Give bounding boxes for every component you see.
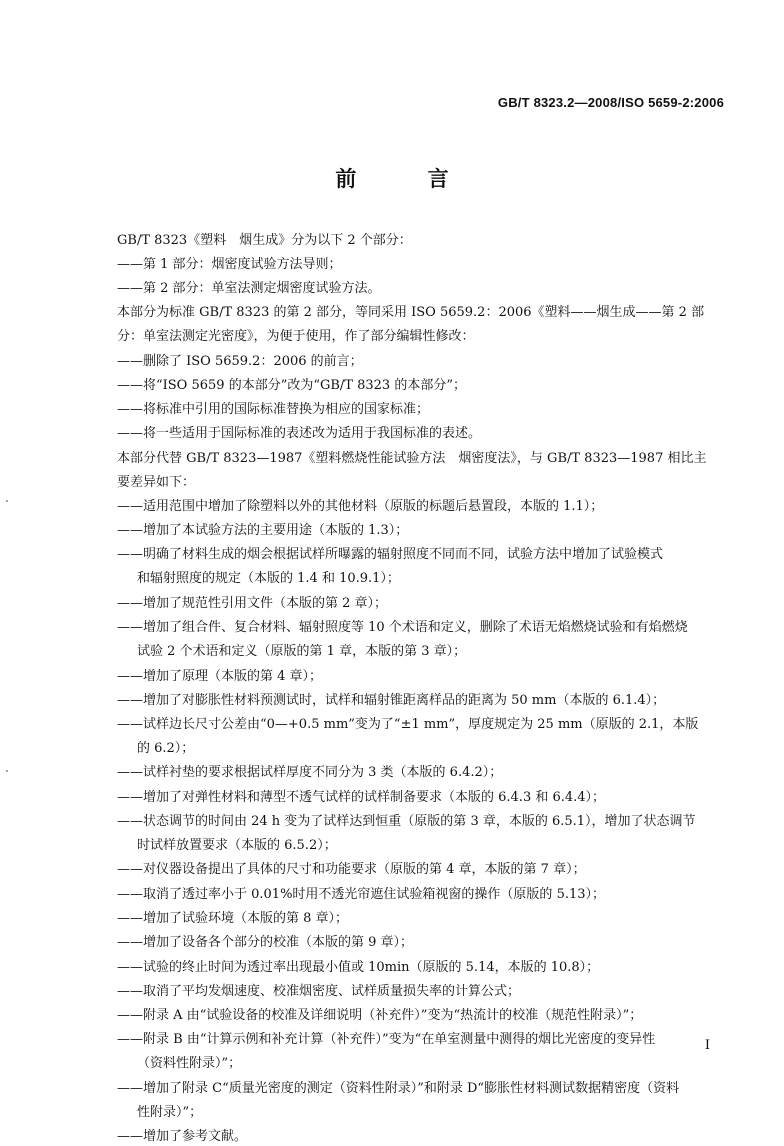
text-line: 本部分为标准 GB/T 8323 的第 2 部分，等同采用 ISO 5659.2：2006《塑料——烟生成——第 2 部 [117, 305, 705, 320]
scan-speck [6, 770, 8, 772]
text-line: ——试样边长尺寸公差由“0—+0.5 mm”变为了“±1 mm”，厚度规定为 25 mm（原版的 2.1，本版 [117, 717, 699, 732]
text-line: ——增加了对弹性材料和薄型不透气试样的试样制备要求（本版的 6.4.3 和 6.4.4）； [117, 790, 606, 805]
text-line: ——取消了透过率小于 0.01%时用不透光帘遮住试验箱视窗的操作（原版的 5.13）； [117, 887, 606, 902]
text-line: ——增加了参考文献。 [117, 1129, 248, 1144]
text-line: ——将“ISO 5659 的本部分”改为“GB/T 8323 的本部分”； [117, 378, 466, 393]
text-line: （资料性附录）”； [137, 1056, 242, 1071]
text-line: ——附录 B 由“计算示例和补充计算（补充件）”变为“在单室测量中测得的烟比光密度的变异性 [117, 1032, 656, 1047]
text-line: ——附录 A 由“试验设备的校准及详细说明（补充件）”变为“热流计的校准（规范性附录）”； [117, 1008, 643, 1023]
text-line: ——增加了原理（本版的第 4 章）； [117, 669, 323, 684]
scan-speck [6, 500, 8, 502]
text-line: ——增加了附录 C“质量光密度的测定（资料性附录）”和附录 D“膨胀性材料测试数据精密度（资料 [117, 1081, 680, 1096]
text-line: ——试样衬垫的要求根据试样厚度不同分为 3 类（本版的 6.4.2）； [117, 765, 503, 780]
text-line: ——适用范围中增加了除塑料以外的其他材料（原版的标题后悬置段，本版的 1.1）； [117, 499, 604, 514]
text-line: 的 6.2）； [137, 741, 195, 756]
text-line: 要差异如下： [117, 475, 196, 490]
text-line: ——增加了组合件、复合材料、辐射照度等 10 个术语和定义，删除了术语无焰燃烧试验和有焰燃烧 [117, 620, 688, 635]
text-line: 性附录）”； [137, 1105, 203, 1120]
text-line: ——将一些适用于国际标准的表述改为适用于我国标准的表述。 [117, 426, 482, 441]
text-line: GB/T 8323《塑料 烟生成》分为以下 2 个部分： [117, 233, 412, 248]
text-line: ——增加了试验环境（本版的第 8 章）； [117, 911, 349, 926]
text-line: ——增加了设备各个部分的校准（本版的第 9 章）； [117, 935, 414, 950]
text-line: ——状态调节的时间由 24 h 变为了试样达到恒重（原版的第 3 章，本版的 6.5.1），增加了状态调节 [117, 814, 696, 829]
text-line: 本部分代替 GB/T 8323—1987《塑料燃烧性能试验方法 烟密度法》，与 GB/T 8323—1987 相比主 [117, 451, 707, 466]
text-line: ——试验的终止时间为透过率出现最小值或 10min（原版的 5.14，本版的 10.8）； [117, 960, 600, 975]
page-number: I [704, 1038, 710, 1053]
text-line: ——删除了 ISO 5659.2：2006 的前言； [117, 354, 363, 369]
text-line: ——对仪器设备提出了具体的尺寸和功能要求（原版的第 4 章，本版的第 7 章）； [117, 862, 586, 877]
text-line: ——第 1 部分：烟密度试验方法导则； [117, 257, 342, 272]
text-line: ——增加了对膨胀性材料预测试时，试样和辐射锥距离样品的距离为 50 mm（本版的 6.1.4）； [117, 693, 666, 708]
text-line: 和辐射照度的规定（本版的 1.4 和 10.9.1）； [137, 571, 400, 586]
text-line: 分：单室法测定光密度》，为便于使用，作了部分编辑性修改： [117, 329, 475, 344]
text-line: 时试样放置要求（本版的 6.5.2）； [137, 838, 337, 853]
text-line: ——取消了平均发烟速度、校准烟密度、试样质量损失率的计算公式； [117, 984, 521, 999]
text-line: ——将标准中引用的国际标准替换为相应的国家标准； [117, 402, 430, 417]
text-line: ——增加了本试验方法的主要用途（本版的 1.3）； [117, 523, 409, 538]
text-line: ——增加了规范性引用文件（本版的第 2 章）； [117, 596, 388, 611]
text-line: ——明确了材料生成的烟会根据试样所曝露的辐射照度不同而不同，试验方法中增加了试验模式 [117, 547, 664, 562]
page-title: 前 言 [335, 166, 481, 191]
standard-code-header: GB/T 8323.2—2008/ISO 5659-2:2006 [497, 95, 724, 110]
text-line: 试验 2 个术语和定义（原版的第 1 章，本版的第 3 章）； [137, 644, 467, 659]
text-line: ——第 2 部分：单室法测定烟密度试验方法。 [117, 281, 381, 296]
